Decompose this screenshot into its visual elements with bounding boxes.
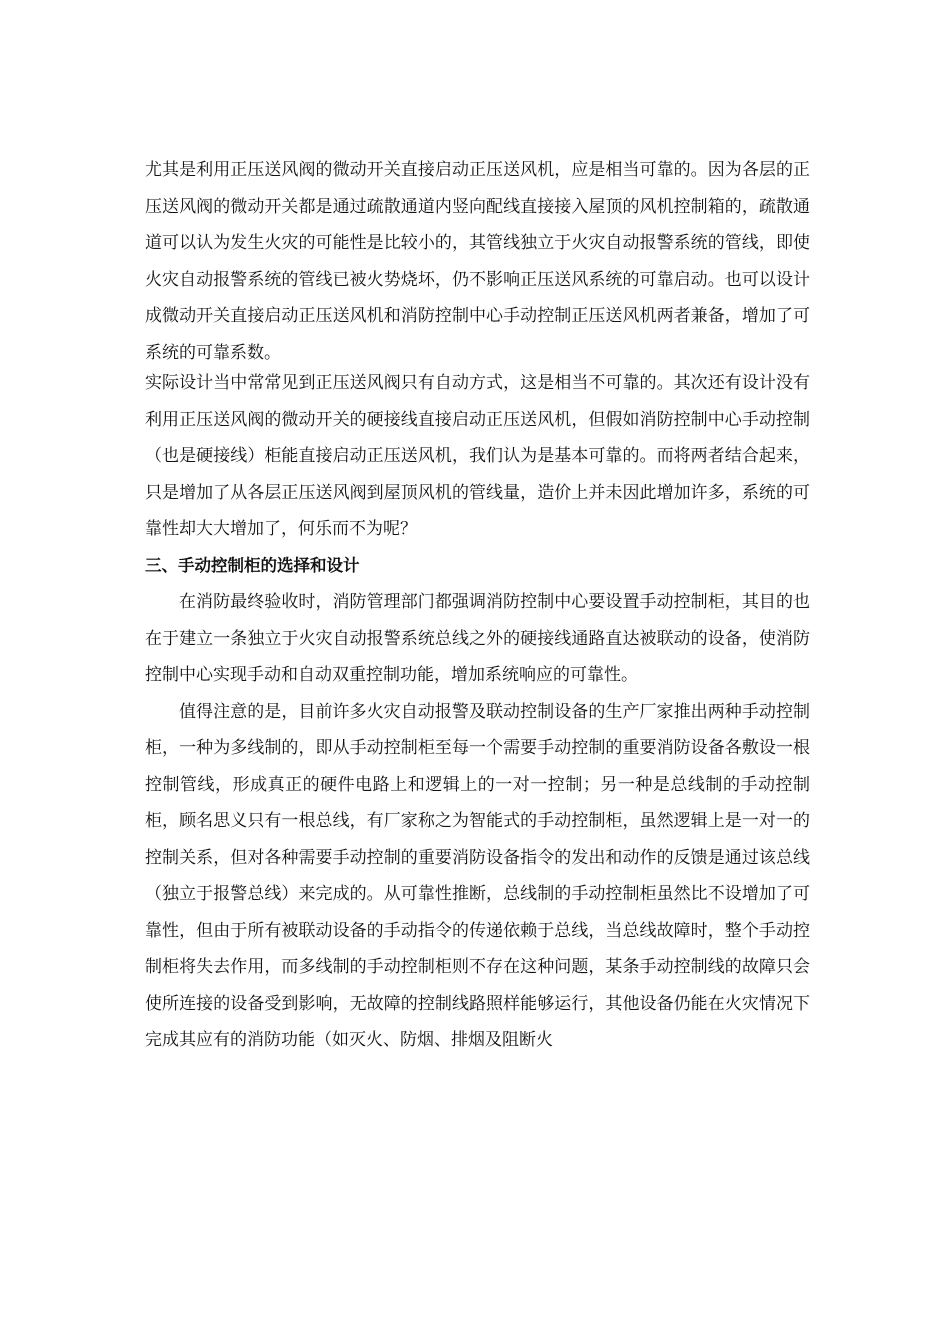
paragraph-acceptance: 在消防最终验收时，消防管理部门都强调消防控制中心要设置手动控制柜，其目的也在于建立一条独立于火灾自动报警系统总线之外的硬接线通路直达被联动的设备，使消防控制中心实现手动和自动双重控制功能，增加系统响应的可靠性。 <box>145 592 810 685</box>
paragraph-control-cabinet-types: 值得注意的是，目前许多火灾自动报警及联动控制设备的生产厂家推出两种手动控制柜，一种为多线制的，即从手动控制柜至每一个需要手动控制的重要消防设备各敷设一根控制管线，形成真正的硬件电路上和逻辑上的一对一控制；另一种是总线制的手动控制柜，顾名思义只有一根总线，有厂家称之为智能式的手动控制柜，虽然逻辑上是一对一的控制关系，但对各种需要手动控制的重要消防设备指令的发出和动作的反馈是通过该总线（独立于报警总线）来完成的。从可靠性推断，总线制的手动控制柜虽然比不设增加了可靠性，但由于所有被联动设备的手动指令的传递依赖于总线，当总线故障时，整个手动控制柜将失去作用，而多线制的手动控制柜则不存在这种问题，某条手动控制线的故障只会使所连接的设备受到影响，无故障的控制线路照样能够运行，其他设备仍能在火灾情况下完成其应有的消防功能（如灭火、防烟、排烟及阻断火 <box>145 701 810 1050</box>
document-body <box>145 152 810 1059</box>
section-heading: 三、手动控制柜的选择和设计 <box>145 555 360 575</box>
paragraph-positive-pressure-valve: 尤其是利用正压送风阀的微动开关直接启动正压送风机，应是相当可靠的。因为各层的正压送风阀的微动开关都是通过疏散通道内竖向配线直接接入屋顶的风机控制箱的，疏散通道可以认为发生火灾的可能性是比较小的，其管线独立于火灾自动报警系统的管线，即使火灾自动报警系统的管线已被火势烧坏，仍不影响正压送风系统的可靠启动。也可以设计成微动开关直接启动正压送风机和消防控制中心手动控制正压送风机两者兼备，增加了可系统的可靠系数。 <box>145 160 810 363</box>
paragraph-design-practice: 实际设计当中常常见到正压送风阀只有自动方式，这是相当不可靠的。其次还有设计没有利用正压送风阀的微动开关的硬接线直接启动正压送风机，但假如消防控制中心手动控制（也是硬接线）柜能直接启动正压送风机，我们认为是基本可靠的。而将两者结合起来，只是增加了从各层正压送风阀到屋顶风机的管线量，造价上并未因此增加许多，系统的可靠性却大大增加了，何乐而不为呢？ <box>145 373 810 539</box>
